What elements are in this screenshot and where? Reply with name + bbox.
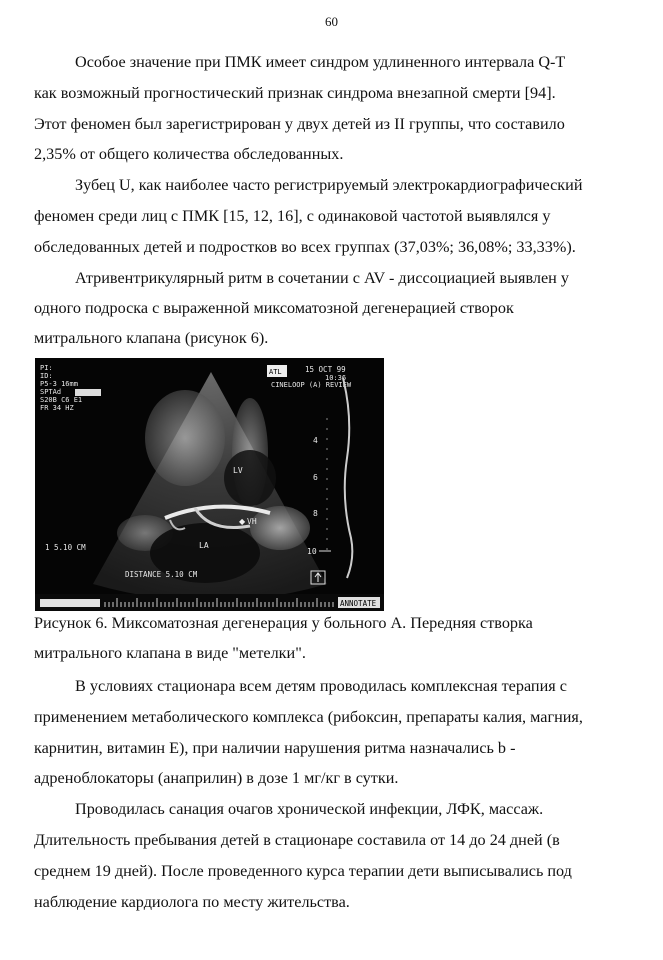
header-left-line: PI:: [40, 364, 53, 372]
paragraph-line: митрального клапана (рисунок 6).: [34, 329, 269, 347]
ultrasound-scan: [35, 358, 384, 611]
echocardiogram-image: [35, 358, 384, 611]
header-left-line: SPTAd: [40, 388, 62, 396]
header-left-line: P5-3 16mm: [40, 380, 78, 388]
paragraph-line: Проводилась санация очагов хронической инфекции, ЛФК, массаж.: [75, 800, 544, 818]
paragraph-line: Длительность пребывания детей в стационаре составила от 14 до 24 дней (в: [34, 831, 560, 849]
distance-readout: DISTANCE 5.10 CM: [125, 570, 198, 579]
figure-caption-line: Рисунок 6. Миксоматозная дегенерация у больного А. Передняя створка: [34, 614, 533, 632]
depth-mark: 4: [313, 436, 318, 445]
paragraph-line: наблюдение кардиолога по месту жительства.: [34, 893, 350, 911]
header-left-line: ID:: [40, 372, 53, 380]
scan-time: 10:36: [325, 374, 347, 382]
measurement-left: 1 5.10 CM: [45, 543, 86, 552]
paragraph-line: 2,35% от общего количества обследованных.: [34, 145, 344, 163]
la-label: LA: [199, 541, 209, 550]
paragraph-line: феномен среди лиц с ПМК [15, 12, 16], с одинаковой частотой выявлялся у: [34, 207, 551, 225]
figure-caption-line: митрального клапана в виде "метелки".: [34, 644, 306, 662]
page-number: 60: [325, 14, 338, 29]
paragraph-line: Этот феномен был зарегистрирован у двух детей из II группы, что составило: [34, 115, 565, 133]
annotate-label: ANNOTATE: [340, 599, 377, 608]
lv-label: LV: [233, 466, 243, 475]
left-ventricle-cavity: [224, 450, 276, 506]
vh-label: VH: [247, 517, 257, 526]
paragraph-line: Особое значение при ПМК имеет синдром удлиненного интервала Q-T: [75, 53, 566, 71]
paragraph-line: Зубец U, как наиболее часто регистрируемый электрокардиографический: [75, 176, 583, 194]
paragraph-line: адреноблокаторы (анаприлин) в дозе 1 мг/кг в сутки.: [34, 769, 399, 787]
paragraph-line: карнитин, витамин Е), при наличии нарушения ритма назначались b -: [34, 739, 516, 757]
scan-mode: CINELOOP (A) REVIEW: [271, 381, 352, 389]
depth-mark: 10: [307, 547, 317, 556]
header-left-line: S20B C6 E1: [40, 396, 83, 404]
depth-mark: 6: [313, 473, 318, 482]
sptad-bar: [75, 389, 101, 396]
paragraph-line: среднем 19 дней). После проведенного курса терапии дети выписывались под: [34, 862, 572, 880]
paragraph-line: обследованных детей и подростков во всех группах (37,03%; 36,08%; 33,33%).: [34, 238, 576, 256]
depth-mark: 8: [313, 509, 318, 518]
paragraph-line: применением метаболического комплекса (рибоксин, препараты калия, магния,: [34, 708, 583, 726]
scan-date: 15 OCT 99: [305, 365, 346, 374]
paragraph-line: Атривентрикулярный ритм в сочетании с AV - диссоциацией выявлен у: [75, 269, 569, 287]
paragraph-line: В условиях стационара всем детям проводилась комплексная терапия с: [75, 677, 567, 695]
header-left-line: FR 34 HZ: [40, 404, 74, 412]
svg-text:ATL: ATL: [269, 368, 282, 376]
paragraph-line: как возможный прогностический признак синдрома внезапной смерти [94].: [34, 84, 556, 102]
diamond-marker-icon: ◆: [239, 517, 246, 526]
paragraph-line: одного подроска с выраженной миксоматозной дегенерацией створок: [34, 299, 514, 317]
zoom-bar: [40, 599, 100, 607]
